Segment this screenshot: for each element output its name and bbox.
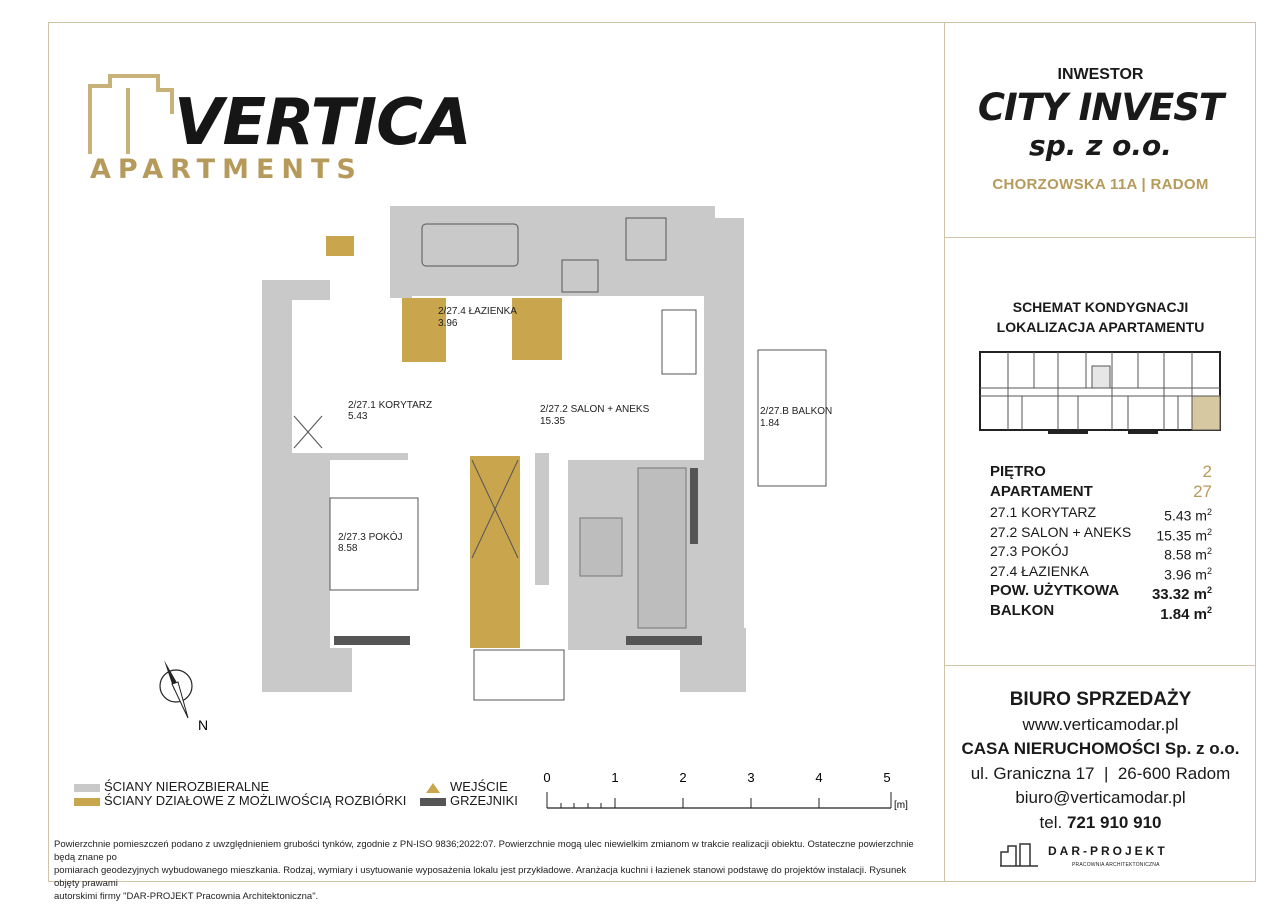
entry-area (550, 460, 568, 646)
plan-label: 2/27.B BALKON (760, 406, 833, 417)
compass-north-label: N (198, 717, 209, 733)
sales-email-link[interactable]: biuro@verticamodar.pl (1015, 788, 1186, 807)
sales-website-link[interactable]: www.verticamodar.pl (1022, 714, 1179, 734)
room-area: 8.58 m (1164, 546, 1207, 563)
removable-bath-right (512, 298, 562, 360)
scale-tick-label: 1 (611, 770, 619, 785)
schema-title (945, 297, 1256, 337)
area-unit-exp: 2 (1206, 604, 1212, 615)
scale-tick-label: 4 (815, 770, 823, 785)
apartment-label: APARTAMENT (990, 482, 1093, 500)
scale-tick-label: 3 (747, 770, 755, 785)
plan-label: 2/27.2 SALON + ANEKS (540, 404, 650, 415)
wall-bath-left (390, 206, 412, 302)
architect-logo (1000, 842, 1200, 872)
legend-walls (74, 780, 406, 808)
radiator-window (690, 468, 698, 544)
disclaimer (54, 838, 934, 903)
area-unit-exp: 2 (1206, 585, 1212, 595)
plan-label: 5.43 (348, 411, 368, 422)
total-area-row (990, 581, 1212, 601)
entrance-door (474, 650, 564, 700)
floor-schema-map (978, 348, 1224, 434)
brand-subtitle: APARTMENTS (90, 154, 363, 185)
room-name: 27.4 ŁAZIENKA (990, 562, 1089, 579)
floor-plan (250, 198, 840, 718)
corridor-area (330, 298, 650, 448)
brand-name: VERTICA (174, 86, 471, 160)
radiator-room (334, 636, 410, 645)
architect-name: DAR-PROJEKT (1048, 844, 1168, 858)
disclaimer-line: autorskimi firmy "DAR-PROJEKT Pracownia Architektoniczna". (54, 891, 319, 902)
wall-bottom-left (262, 648, 352, 692)
removable-wall-top (326, 236, 354, 256)
investor-label: INWESTOR (1057, 66, 1144, 83)
room-name: 27.2 SALON + ANEKS (990, 523, 1132, 540)
room-area: 5.43 m (1164, 507, 1207, 524)
area-unit-exp: 2 (1206, 565, 1212, 576)
schema-title-line1: SCHEMAT KONDYGNACJI (1012, 299, 1189, 315)
total-area-value: 33.32 m (1151, 586, 1207, 603)
radiator-living (626, 636, 702, 645)
floor-value: 2 (1202, 462, 1212, 481)
room-row (990, 523, 1212, 543)
scale-tick-label: 2 (679, 770, 687, 785)
removable-wardrobe (470, 456, 520, 648)
plan-label: 2/27.3 POKÓJ (338, 532, 403, 543)
legend-radiator-swatch (420, 798, 446, 806)
architect-tagline: PRACOWNIA ARCHITEKTONICZNA (1072, 862, 1160, 868)
room-row (990, 542, 1212, 562)
scale-tick-label: 0 (543, 770, 551, 785)
dining-table (662, 310, 696, 374)
legend-fixed-label: ŚCIANY NIEROZBIERALNE (104, 779, 270, 794)
sales-company: CASA NIERUCHOMOŚCI Sp. z o.o. (961, 739, 1240, 758)
plan-label: 15.35 (540, 416, 566, 427)
sales-title: BIURO SPRZEDAŻY (1009, 689, 1192, 710)
legend-radiator-label: GRZEJNIKI (450, 793, 518, 808)
scale-unit: [m] (894, 800, 908, 811)
sales-phone-link[interactable]: 721 910 910 (1066, 812, 1162, 832)
balcony-row (990, 601, 1212, 621)
legend-fixed-swatch (74, 784, 100, 792)
vertica-logo (88, 74, 471, 194)
room-name: 27.3 POKÓJ (990, 543, 1069, 559)
investor-address: CHORZOWSKA 11A | RADOM (992, 176, 1209, 193)
balcony-label: BALKON (990, 601, 1055, 619)
plan-label: 2/27.1 KORYTARZ (348, 400, 433, 411)
divider-sales (944, 665, 1256, 666)
entrance-triangle-icon (420, 783, 446, 793)
scale-bar (536, 768, 916, 816)
apartment-value: 27 (1193, 481, 1212, 501)
legend-removable-swatch (74, 798, 100, 806)
sales-address: ul. Graniczna 17 | 26-600 Radom (970, 763, 1231, 783)
phone-label: tel. (1039, 812, 1063, 832)
sofa (638, 468, 686, 628)
plan-label: 8.58 (338, 543, 358, 554)
total-area-label: POW. UŻYTKOWA (990, 582, 1120, 599)
wall-left-top (292, 280, 330, 300)
area-unit-exp: 2 (1206, 526, 1212, 537)
investor-name: CITY INVEST (977, 86, 1224, 129)
disclaimer-line: Powierzchnie pomieszczeń podano z uwzględnieniem grubości tynków, zgodnie z PN-ISO 9836;2022:07. Powierzchnie mogą ulec niewielkim zmianom w trakcie realizacji obiektu. Ostateczne powierzchnie będą znane po (54, 839, 914, 863)
apartment-row (990, 482, 1212, 502)
room-area: 3.96 m (1164, 566, 1207, 583)
legend-removable-label: ŚCIANY DZIAŁOWE Z MOŻLIWOŚCIĄ ROZBIÓRKI (104, 793, 407, 808)
divider-investor (944, 237, 1256, 238)
apartment-info (990, 462, 1212, 623)
plan-label: 3.96 (438, 318, 458, 329)
schema-title-line2: LOKALIZACJA APARTAMENTU (996, 319, 1205, 335)
disclaimer-line: pomiarach geodezyjnych wybudowanego mieszkania. Rodzaj, wymiary i usytuowanie wyposażenia lokalu jest przykładowe. Aranżacja kuchni i łazienek stanowi podstawę do projektów instalacji. Rysunek objęty prawami (54, 865, 907, 889)
floor-row (990, 462, 1212, 482)
room-row (990, 562, 1212, 582)
legend-symbols (420, 780, 518, 808)
room-row (990, 503, 1212, 523)
area-unit-exp: 2 (1206, 546, 1212, 556)
sales-office (945, 688, 1256, 835)
architect-buildings-icon (1000, 842, 1040, 868)
wall-entry (535, 453, 549, 585)
area-unit-exp: 2 (1206, 507, 1212, 517)
scale-tick-label: 5 (883, 770, 891, 785)
plan-label: 1.84 (760, 418, 780, 429)
coffee-table (580, 518, 622, 576)
room-area: 15.35 m (1156, 527, 1207, 544)
investor-suffix: sp. z o.o. (1029, 129, 1172, 162)
legend-entrance-label: WEJŚCIE (450, 779, 508, 794)
floor-label: PIĘTRO (990, 463, 1046, 480)
wall-right (704, 218, 744, 628)
balcony-value: 1.84 m (1160, 605, 1207, 623)
plan-label: 2/27.4 ŁAZIENKA (438, 306, 517, 317)
room-name: 27.1 KORYTARZ (990, 504, 1097, 520)
compass-icon (150, 654, 220, 734)
